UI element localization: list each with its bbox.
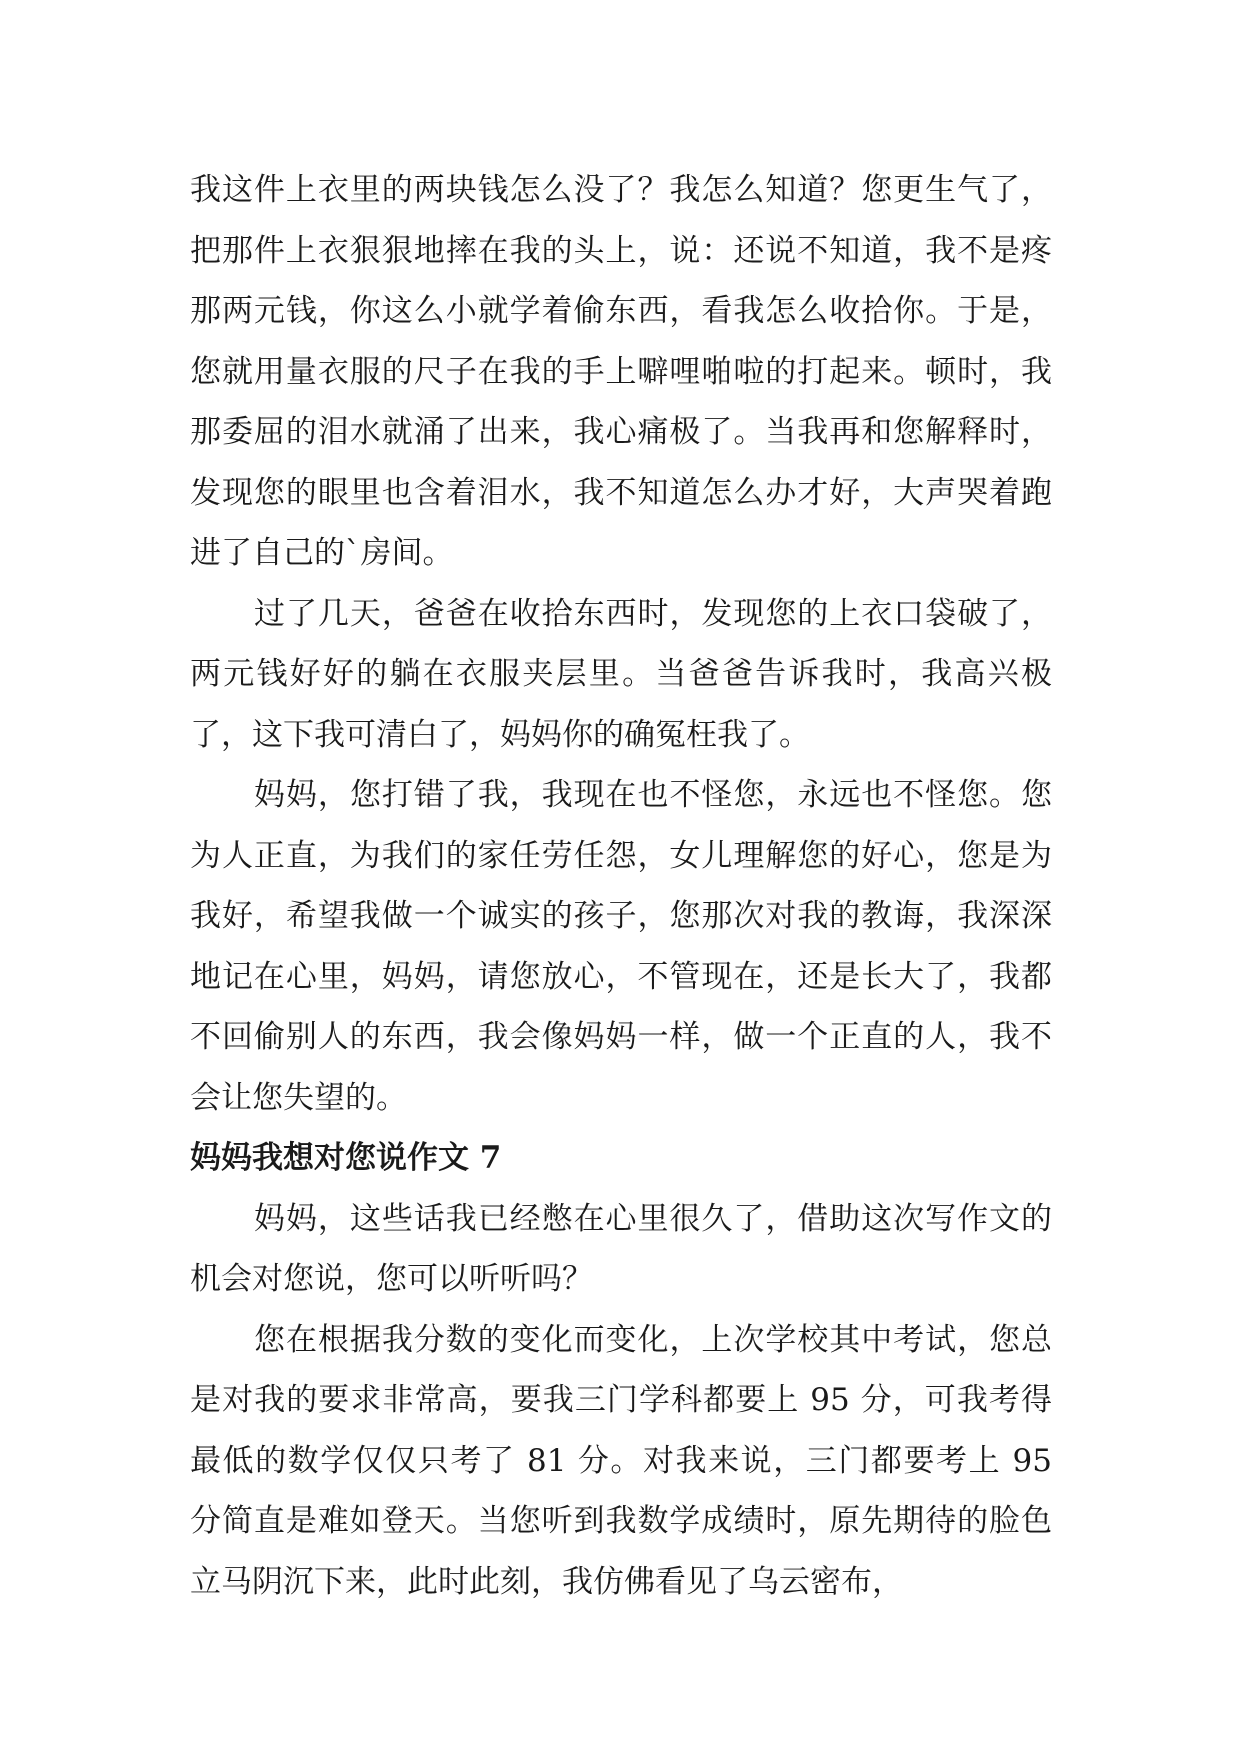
paragraph-5: 您在根据我分数的变化而变化，上次学校其中考试，您总是对我的要求非常高，要我三门学科都要上 95 分，可我考得最低的数学仅仅只考了 81 分。对我来说，三门都要考上 95 分简直是难如登天。当您听到我数学成绩时，原先期待的脸色立马阴沉下来，此时此刻，我仿佛看见了乌云密布，: [190, 1321, 1052, 1600]
document-body: [190, 160, 1052, 1612]
paragraph-1: 我这件上衣里的两块钱怎么没了？我怎么知道？您更生气了，把那件上衣狠狠地摔在我的头上，说：还说不知道，我不是疼那两元钱，你这么小就学着偷东西，看我怎么收拾你。于是，您就用量衣服的尺子在我的手上噼哩啪啦的打起来。顿时，我那委屈的泪水就涌了出来，我心痛极了。当我再和您解释时，发现您的眼里也含着泪水，我不知道怎么办才好，大声哭着跑进了自己的`房间。: [190, 172, 1052, 571]
paragraph-3: 妈妈，您打错了我，我现在也不怪您，永远也不怪您。您为人正直，为我们的家任劳任怨，女儿理解您的好心，您是为我好，希望我做一个诚实的孩子，您那次对我的教诲，我深深地记在心里，妈妈，请您放心，不管现在，还是长大了，我都不回偷别人的东西，我会像妈妈一样，做一个正直的人，我不会让您失望的。: [190, 777, 1052, 1116]
paragraph-4: 妈妈，这些话我已经憋在心里很久了，借助这次写作文的机会对您说，您可以听听吗？: [190, 1200, 1052, 1297]
paragraph-2: 过了几天，爸爸在收拾东西时，发现您的上衣口袋破了，两元钱好好的躺在衣服夹层里。当爸爸告诉我时，我高兴极了，这下我可清白了，妈妈你的确冤枉我了。: [190, 595, 1052, 753]
essay-heading: 妈妈我想对您说作文 7: [190, 1140, 502, 1176]
